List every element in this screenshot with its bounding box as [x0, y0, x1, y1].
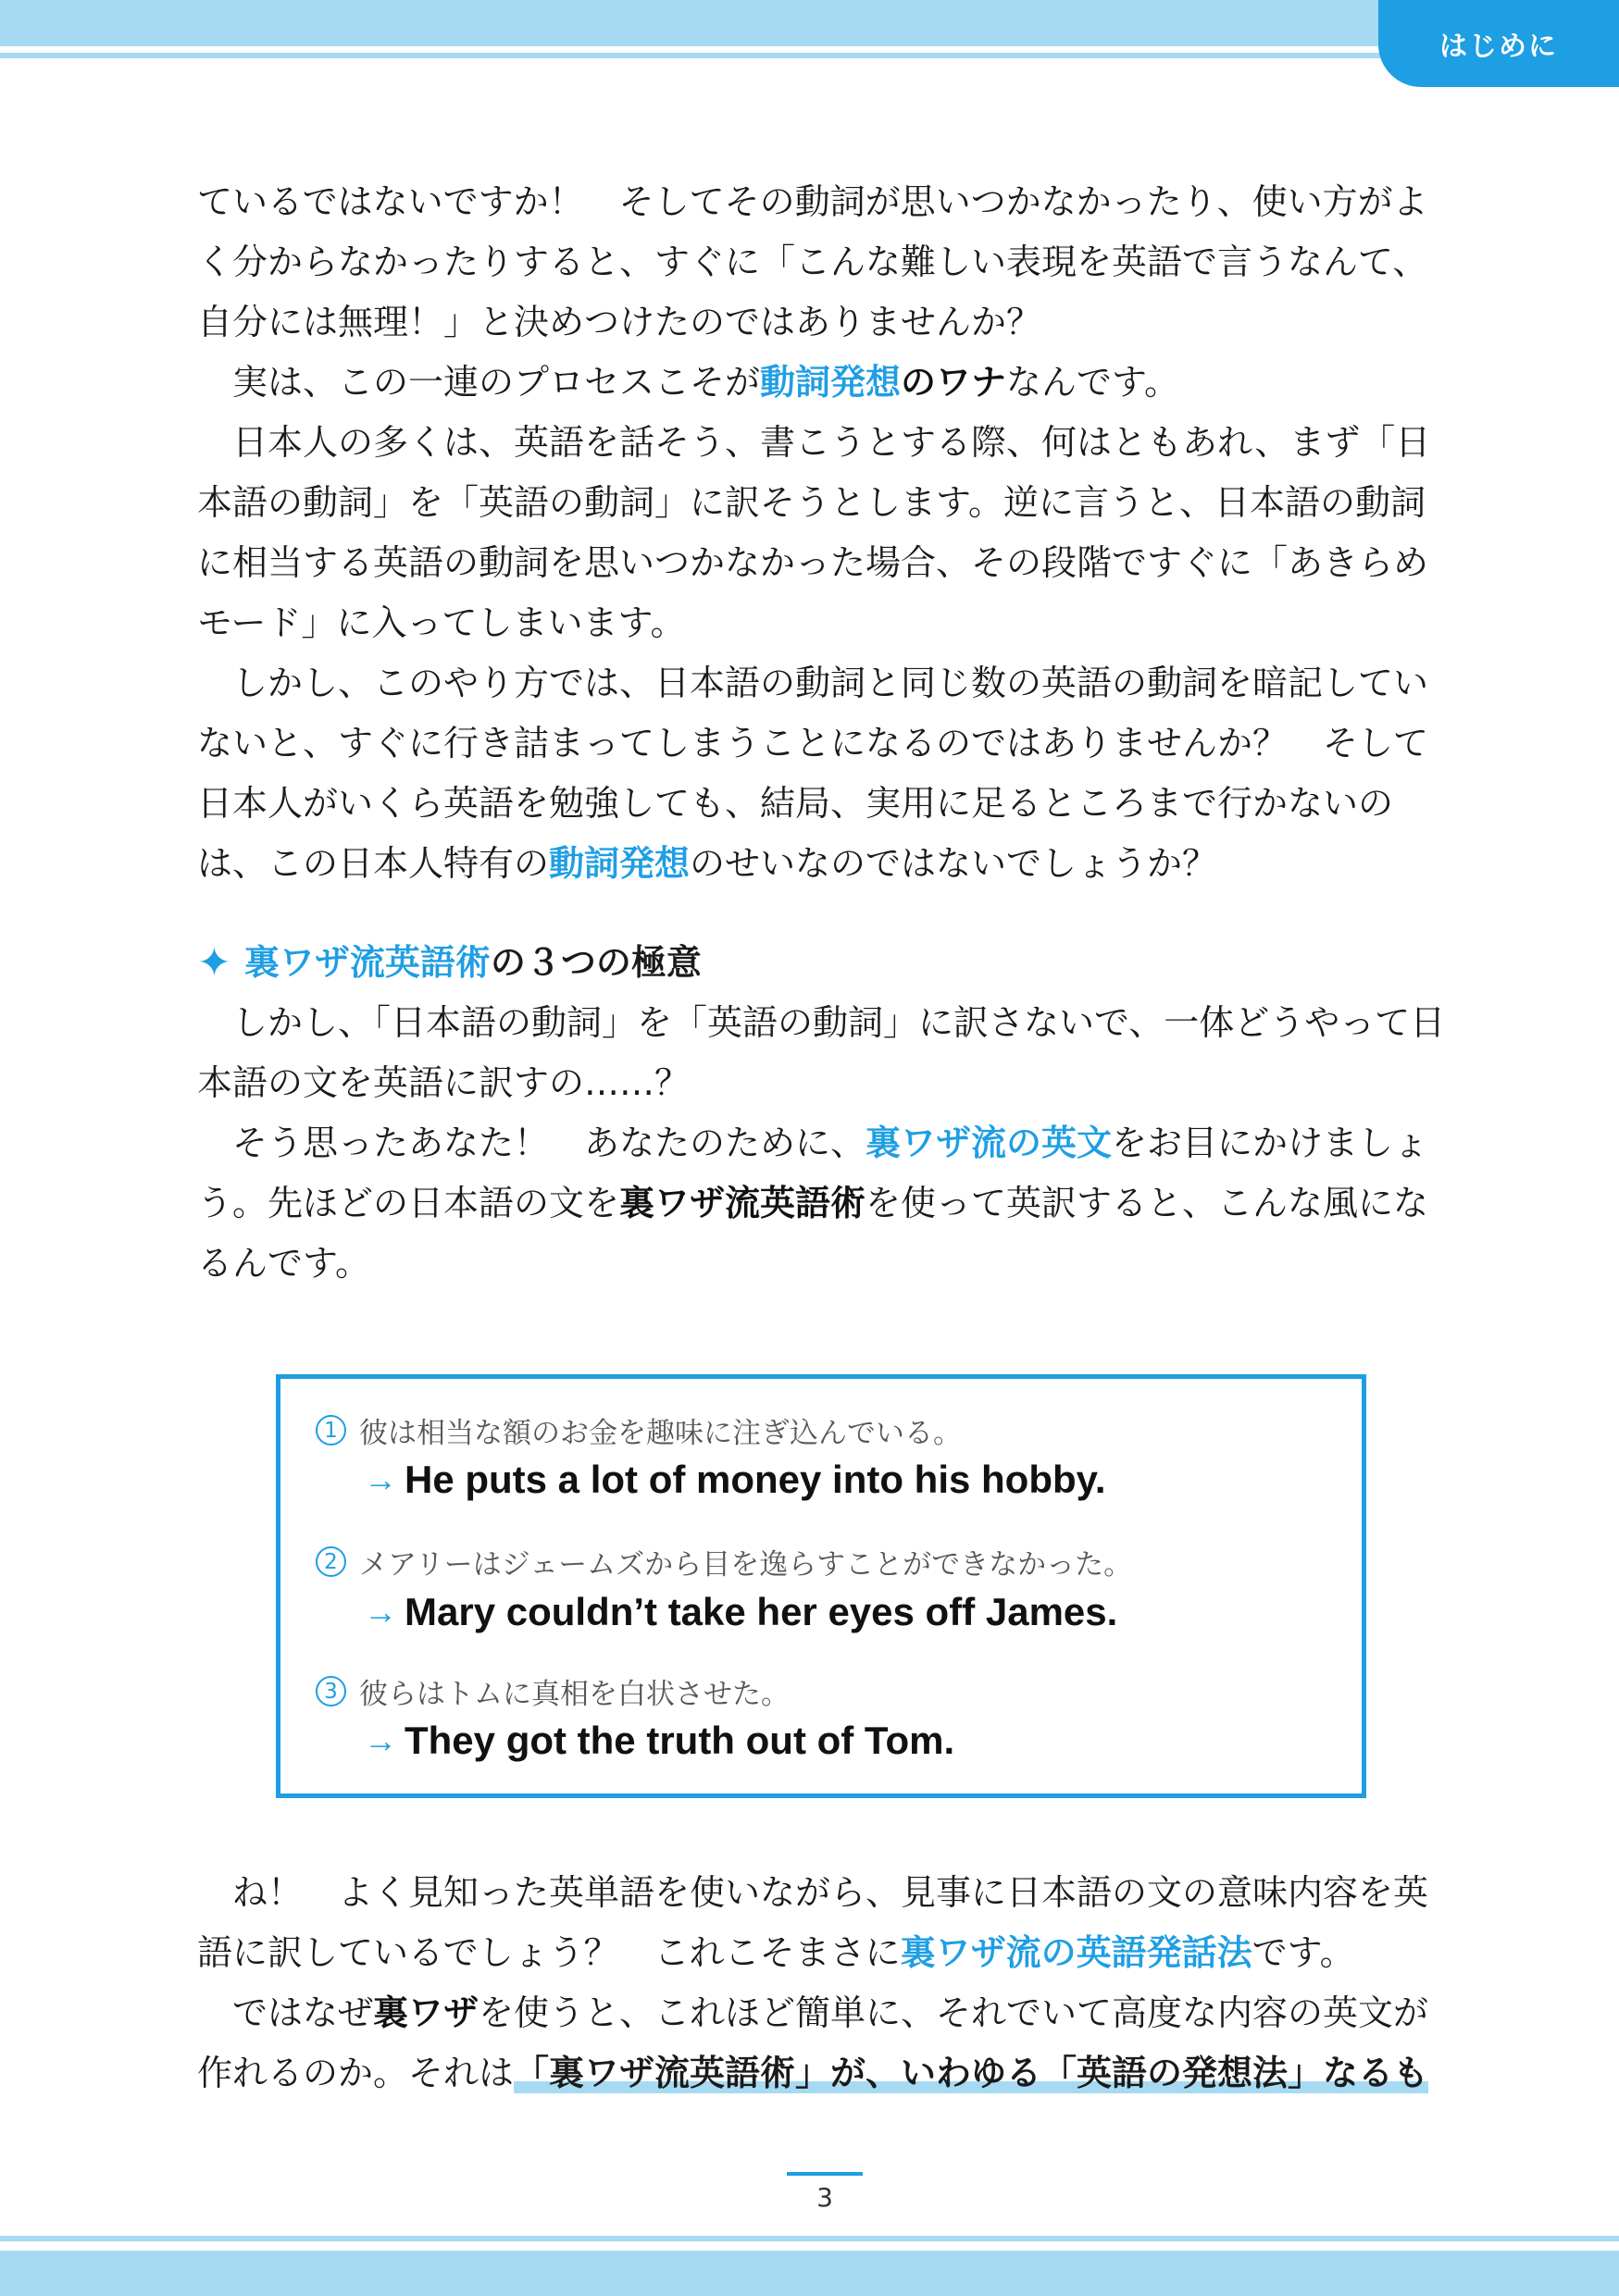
emphasis-bold: のワナ	[901, 362, 1007, 403]
text-span: のせいなのではないでしょうか？	[690, 843, 1218, 884]
example-en-text: Mary couldn’t take her eyes off James.	[405, 1590, 1118, 1633]
paragraph-4	[197, 653, 1456, 894]
footer-band	[0, 2251, 1619, 2296]
example-en-text: He puts a lot of money into his hobby.	[405, 1458, 1106, 1501]
emphasis-blue: 裏ワザ流の英語発話法	[900, 1932, 1252, 1973]
example-jp-1	[316, 1409, 962, 1451]
example-en-3	[364, 1719, 954, 1763]
header-band	[0, 0, 1619, 46]
paragraph-3: 日本人の多くは、英語を話そう、書こうとする際、何はともあれ、まず「日本語の動詞」を「英語の動詞」に訳そうとします。逆に言うと、日本語の動詞に相当する英語の動詞を思いつかなかった場合、その段階ですぐに「あきらめモード」に入ってしまいます。	[197, 422, 1431, 643]
example-jp-text: メアリーはジェームズから目を逸らすことができなかった。	[359, 1548, 1133, 1582]
emphasis-blue: 動詞発想	[549, 843, 691, 884]
text-span: しかし、このやり方では、日本語の動詞と同じ数の英語の動詞を暗記していないと、すぐに行き詰まってしまうことになるのではありませんか？ そして日本人がいくら英語を勉強しても、結局、実用に足るところまで行かないのは、この日本人特有の	[197, 663, 1429, 884]
emphasis-blue: 動詞発想	[760, 362, 902, 403]
highlighted-text: 「裏ワザ流英語術」が、いわゆる「英語の発想法」なるも	[514, 2053, 1429, 2093]
paragraph-2	[197, 353, 1456, 413]
paragraph-1: ているではないですか！ そしてその動詞が思いつかなかったり、使い方がよく分からなかったりすると、すぐに「こんな難しい表現を英語で言うなんて、自分には無理！」と決めつけたのではありませんか？	[197, 181, 1428, 342]
arrow-right-icon: →	[364, 1460, 397, 1498]
body-section-1	[197, 172, 1456, 1294]
text-span: を使って英訳すると、こんな風になるんです。	[197, 1183, 1429, 1284]
paragraph-5: しかし、「日本語の動詞」を「英語の動詞」に訳さないで、一体どうやって日本語の文を英語に訳すの……？	[197, 1002, 1446, 1103]
example-jp-text: 彼は相当な額のお金を趣味に注ぎ込んでいる。	[359, 1417, 962, 1450]
example-box	[276, 1374, 1366, 1798]
text-span: 実は、この一連のプロセスこそが	[232, 362, 761, 403]
number-badge: 1	[316, 1415, 346, 1446]
footer-rule	[0, 2236, 1619, 2241]
number-badge: 3	[316, 1676, 346, 1706]
text-span: なんです。	[1006, 362, 1180, 403]
example-jp-2	[316, 1541, 1132, 1582]
text-span: そう思ったあなた！ あなたのために、	[232, 1123, 866, 1163]
text-span: ではなぜ	[232, 1992, 374, 2033]
example-en-1	[364, 1458, 1106, 1502]
emphasis-bold: 裏ワザ	[373, 1992, 479, 2033]
emphasis-blue: 裏ワザ流の英文	[866, 1123, 1113, 1163]
paragraph-6	[197, 1113, 1456, 1294]
paragraph-7	[197, 1863, 1456, 1983]
text-span: ね！ よく見知った英単語を使いながら、見事に日本語の文の意味内容を英語に訳しているでしょう？ これこそまさに	[197, 1872, 1429, 1973]
example-jp-3	[316, 1670, 790, 1712]
sparkle-icon: ✦	[197, 938, 231, 987]
header-rule	[0, 53, 1619, 58]
example-en-text: They got the truth out of Tom.	[405, 1719, 955, 1762]
text-span: をお目にかけましょう。先ほどの日本語の文を	[197, 1123, 1429, 1223]
page-number: 3	[816, 2182, 833, 2213]
section-heading	[197, 933, 1456, 993]
heading-emphasis: 裏ワザ流英語術	[243, 942, 491, 983]
number-badge: 2	[316, 1546, 346, 1577]
text-span: を使うと、これほど簡単に、それでいて高度な内容の英文が作れるのか。それは	[197, 1992, 1429, 2093]
section-tab[interactable]: はじめに	[1378, 0, 1619, 87]
emphasis-bold: 裏ワザ流英語術	[619, 1183, 866, 1223]
arrow-right-icon: →	[364, 1721, 397, 1759]
example-jp-text: 彼らはトムに真相を白状させた。	[359, 1678, 790, 1711]
body-section-2	[197, 1863, 1456, 2104]
page-number-rule	[787, 2172, 863, 2176]
paragraph-8	[197, 1983, 1456, 2104]
heading-text: の３つの極意	[490, 942, 702, 983]
example-en-2	[364, 1590, 1117, 1634]
text-span: です。	[1252, 1932, 1355, 1973]
arrow-right-icon: →	[364, 1593, 397, 1631]
